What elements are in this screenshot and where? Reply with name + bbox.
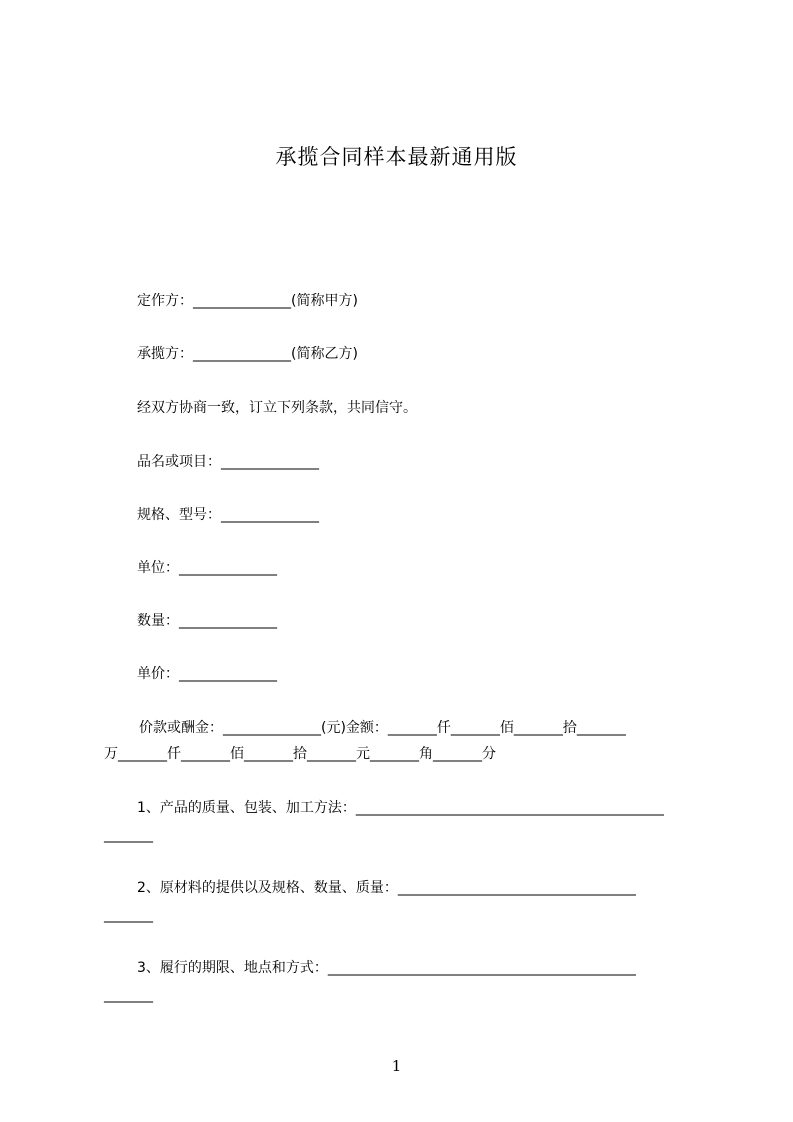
clause-1-line: 1、产品的质量、包装、加工方法：____________________________________________ [137,800,664,816]
payment-line-continued: 万_______仟_______佰_______拾_______元_______角_______分 [104,746,496,762]
quantity-line: 数量：______________ [137,613,277,629]
product-name-line: 品名或项目：______________ [137,454,319,470]
clause-3-continued: _______ [104,987,153,1003]
clause-3-line: 3、履行的期限、地点和方式：____________________________________________ [137,960,636,976]
clause-2-line: 2、原材料的提供以及规格、数量、质量：__________________________________ [137,880,636,896]
payment-line: 价款或酬金：______________(元)金额：_______仟_______佰_______拾_______ [139,720,626,736]
clause-2-continued: _______ [104,907,153,923]
contractor-line: 承揽方：______________(简称乙方) [137,346,358,362]
agreement-line: 经双方协商一致，订立下列条款，共同信守。 [137,400,417,416]
clause-1-continued: _______ [104,827,153,843]
document-title: 承揽合同样本最新通用版 [275,145,518,169]
specification-line: 规格、型号：______________ [137,507,319,523]
page-number: 1 [391,1057,402,1075]
unit-price-line: 单价：______________ [137,666,277,682]
orderer-line: 定作方：______________(简称甲方) [137,293,358,309]
unit-line: 单位：______________ [137,560,277,576]
